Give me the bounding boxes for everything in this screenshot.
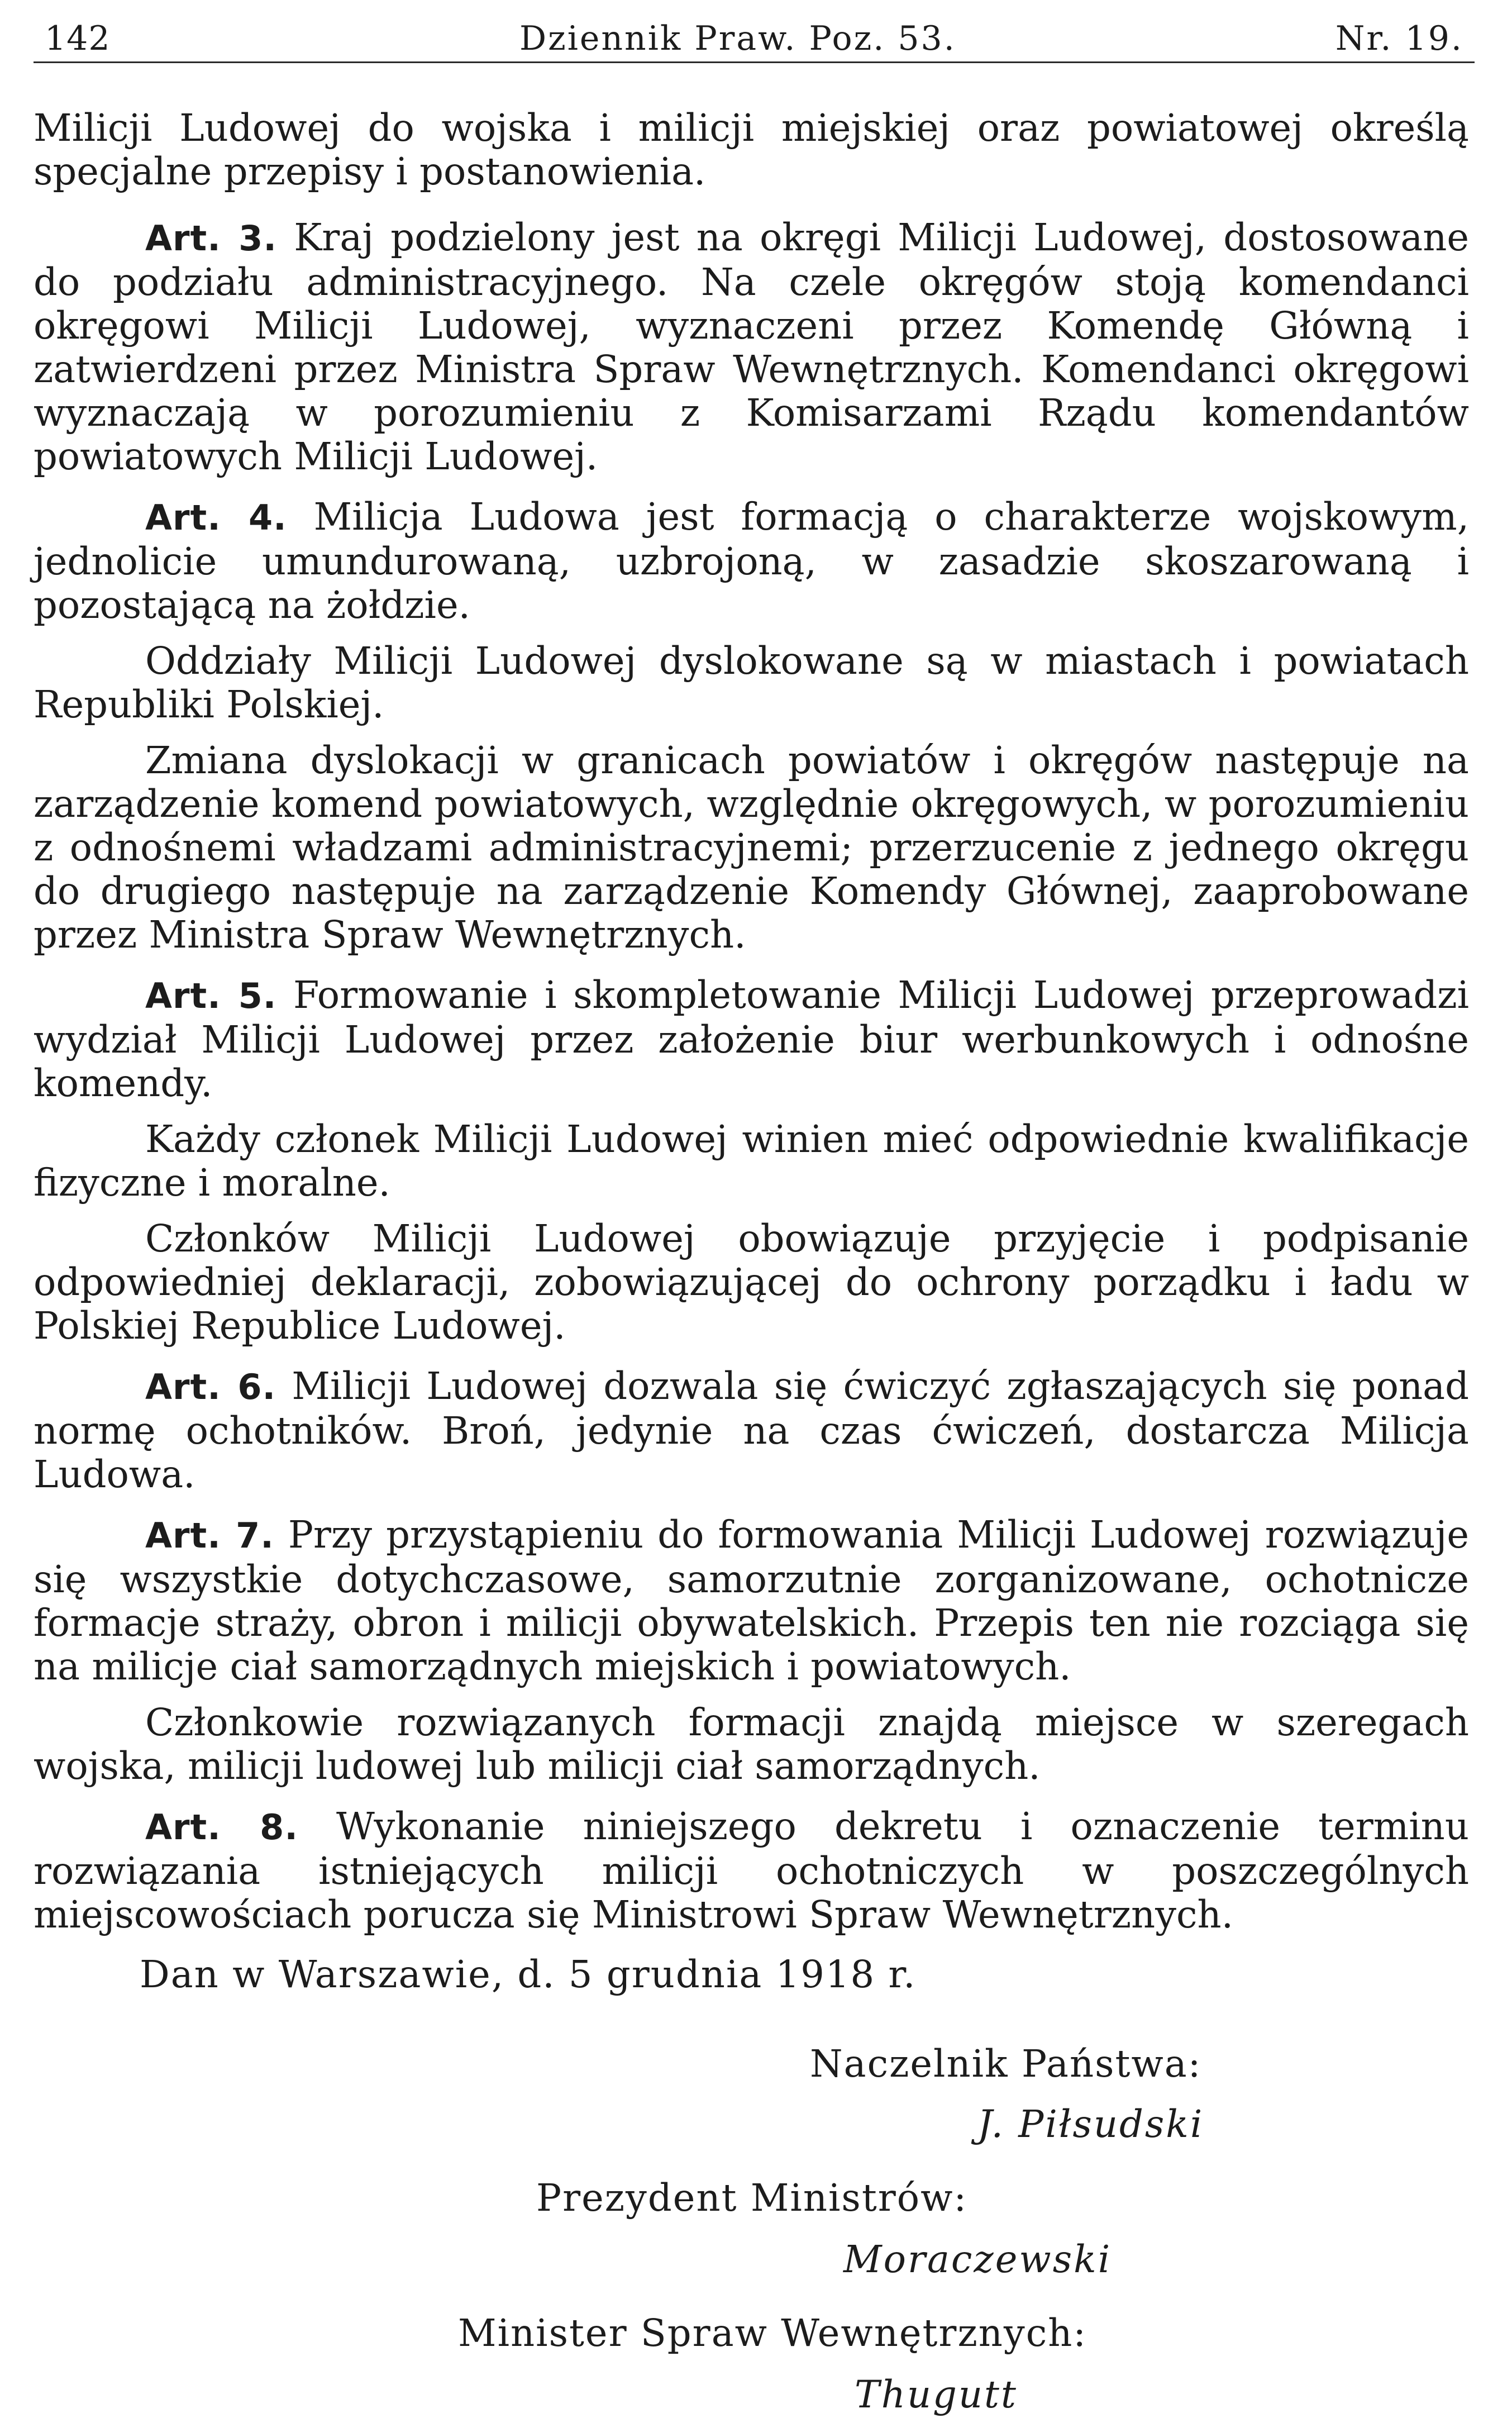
article-label: Art. 5. [145, 975, 277, 1016]
page-number: 142 [45, 19, 111, 58]
article-5 [34, 973, 1469, 1105]
paragraph-text: Formowanie i skompletowanie Milicji Ludowej przeprowadzi wydział Milicji Ludowej przez założenie biur werbunkowych i odnośne komendy. [34, 973, 1469, 1105]
article-label: Art. 4. [145, 497, 287, 538]
journal-title: Dziennik Praw. Poz. 53. [519, 19, 956, 58]
paragraph-text: Każdy członek Milicji Ludowej winien mieć odpowiednie kwalifikacje fizyczne i moralne. [34, 1117, 1469, 1205]
paragraph-text: Członków Milicji Ludowej obowiązuje przyjęcie i podpisanie odpowiedniej deklaracji, zobowiązującej do ochrony porządku i ładu w Polskiej Republice Ludowej. [34, 1217, 1469, 1348]
paragraph-text: Oddziały Milicji Ludowej dyslokowane są w miastach i powiatach Republiki Polskiej. [34, 639, 1469, 726]
issue-number: Nr. 19. [1335, 19, 1463, 58]
article-4 [34, 495, 1469, 627]
signature-title: Minister Spraw Wewnętrznych: [458, 2311, 1088, 2355]
article-label: Art. 7. [145, 1515, 274, 1556]
article-label: Art. 8. [145, 1807, 298, 1848]
document-body [34, 106, 1469, 1949]
paragraph-text: Milicja Ludowa jest formacją o charakterze wojskowym, jednolicie umundurowaną, uzbrojoną, w zasadzie skoszarowaną i pozostającą na żołdzie. [34, 495, 1469, 627]
paragraph [34, 1701, 1469, 1788]
paragraph [34, 1217, 1469, 1348]
paragraph-text: Milicji Ludowej dozwala się ćwiczyć zgłaszających się ponad normę ochotników. Broń, jedynie na czas ćwiczeń, dostarcza Milicja Ludowa. [34, 1364, 1469, 1496]
header-divider [34, 61, 1475, 63]
paragraph-text: Milicji Ludowej do wojska i milicji miejskiej oraz powiatowej określą specjalne przepisy i postanowienia. [34, 106, 1469, 193]
article-label: Art. 6. [145, 1367, 276, 1407]
article-3 [34, 216, 1469, 478]
paragraph-text: Kraj podzielony jest na okręgi Milicji Ludowej, dostosowane do podziału administracyjnego. Na czele okręgów stoją komendanci okręgowi Milicji Ludowej, wyznaczeni przez Komendę Główną i zatwierdzeni przez Ministra Spraw Wewnętrznych. Komendanci okręgowi wyznaczają w porozumieniu z Komisarzami Rządu komendantów powiatowych Milicji Ludowej. [34, 216, 1469, 478]
paragraph [34, 639, 1469, 726]
page-header [34, 13, 1475, 64]
signature-title: Naczelnik Państwa: [810, 2042, 1202, 2086]
paragraph-text: Członkowie rozwiązanych formacji znajdą miejsce w szeregach wojska, milicji ludowej lub milicji ciał samorządnych. [34, 1701, 1469, 1788]
article-7 [34, 1513, 1469, 1688]
paragraph-text: Zmiana dyslokacji w granicach powiatów i okręgów następuje na zarządzenie komend powiatowych, względnie okręgowych, w porozumieniu z odnośnemi władzami administracyjnemi; przerzucenie z jednego okręgu do drugiego następuje na zarządzenie Komendy Głównej, zaaprobowane przez Ministra Spraw Wewnętrznych. [34, 739, 1469, 956]
signature-name: Moraczewski [843, 2238, 1112, 2281]
signature-name: Thugutt [855, 2373, 1018, 2416]
article-6 [34, 1364, 1469, 1496]
signature-title: Prezydent Ministrów: [536, 2176, 968, 2220]
paragraph [34, 739, 1469, 956]
date-line: Dan w Warszawie, d. 5 grudnia 1918 r. [140, 1953, 917, 1996]
paragraph-text: Przy przystąpieniu do formowania Milicji Ludowej rozwiązuje się wszystkie dotychczasowe, samorzutnie zorganizowane, ochotnicze formacje straży, obron i milicji obywatelskich. Przepis ten nie rozciąga się na milicje ciał samorządnych miejskich i powiatowych. [34, 1513, 1469, 1688]
signature-name: J. Piłsudski [977, 2102, 1204, 2146]
article-label: Art. 3. [145, 218, 277, 259]
paragraph-text: Wykonanie niniejszego dekretu i oznaczenie terminu rozwiązania istniejących milicji ochotniczych w poszczególnych miejscowościach porucza się Ministrowi Spraw Wewnętrznych. [34, 1805, 1469, 1936]
paragraph-continuation [34, 106, 1469, 193]
paragraph [34, 1117, 1469, 1205]
article-8 [34, 1805, 1469, 1936]
